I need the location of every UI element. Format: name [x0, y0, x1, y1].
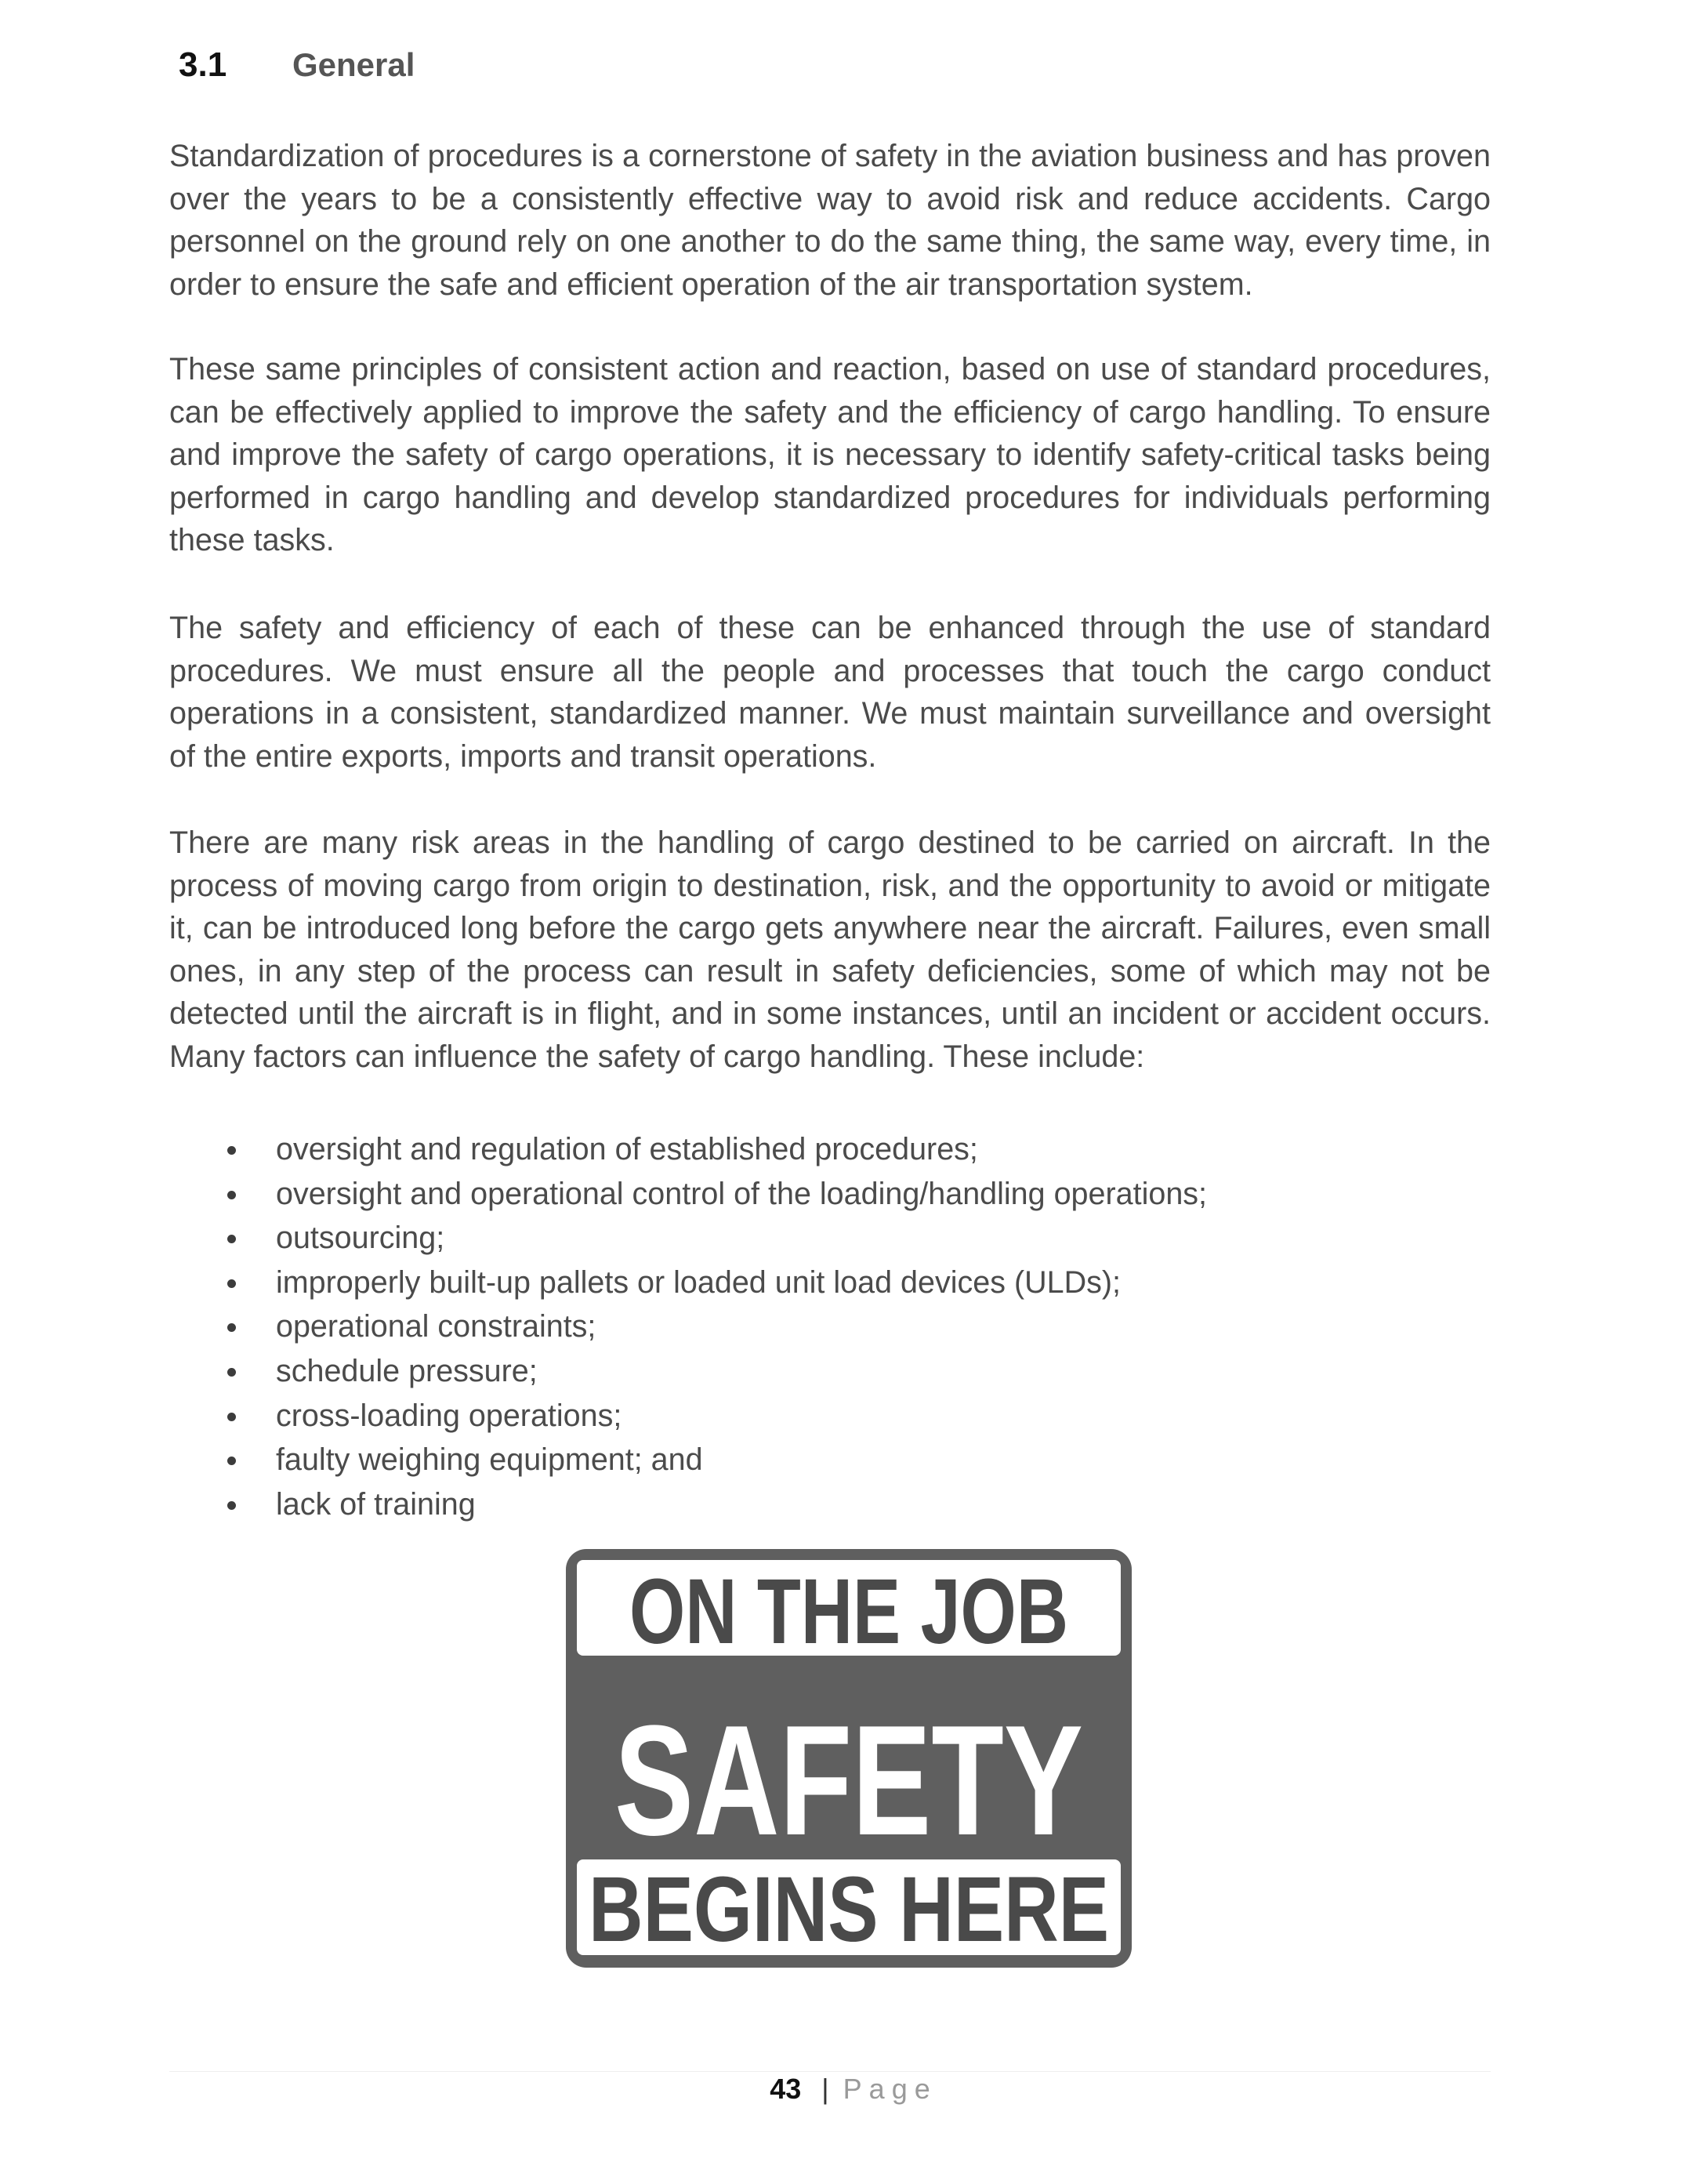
list-item-text: improperly built-up pallets or loaded unit load devices (ULDs); — [276, 1264, 1121, 1300]
list-item-text: lack of training — [276, 1486, 476, 1522]
list-item — [169, 1304, 1207, 1349]
page-footer — [0, 2070, 1707, 2109]
list-item — [169, 1349, 1207, 1394]
list-item-text: oversight and regulation of established procedures; — [276, 1132, 978, 1166]
list-item — [169, 1438, 1207, 1482]
list-item-text: oversight and operational control of the loading/handling operations; — [276, 1176, 1208, 1211]
list-item-text: faulty weighing equipment; and — [276, 1442, 703, 1478]
bullet-icon — [227, 1457, 236, 1465]
safety-sign — [564, 1547, 1133, 1969]
bullet-icon — [227, 1279, 236, 1288]
page-label: Page — [843, 2073, 937, 2105]
bullet-icon — [227, 1191, 236, 1199]
bullet-icon — [227, 1323, 236, 1332]
bullet-icon — [227, 1146, 236, 1155]
footer-separator: | — [821, 2073, 829, 2105]
bullet-icon — [227, 1413, 236, 1421]
bullet-icon — [227, 1368, 236, 1377]
list-item — [169, 1216, 1207, 1261]
sign-line-begins-here: BEGINS HERE — [589, 1858, 1109, 1961]
paragraph-risk-areas: There are many risk areas in the handling of cargo destined to be carried on aircraft. In the process of moving cargo from origin to destination, risk, and the opportunity to avoid or mitigate it, can be introduced long before the cargo gets anywhere near the aircraft. Failures, even small ones, in any step of the process can result in safety deficiencies, some of which may not be detected until the aircraft is in flight, and in some instances, until an incident or accident occurs. Many factors can influence the safety of cargo handling. These include: — [169, 825, 1491, 1074]
list-item-text: cross-loading operations; — [276, 1398, 622, 1433]
bullet-icon — [227, 1501, 236, 1510]
page-number: 43 — [770, 2073, 802, 2105]
list-item-text: operational constraints; — [276, 1309, 596, 1344]
paragraph-standardization: Standardization of procedures is a cornerstone of safety in the aviation business and has proven over the years to be a consistently effective way to avoid risk and reduce accidents. Cargo personnel on the ground rely on one another to do the same thing, the same way, every time, in order to ensure the safe and efficient operation of the air transportation system. — [169, 139, 1491, 302]
list-item-text: outsourcing; — [276, 1221, 445, 1256]
list-item — [169, 1394, 1207, 1438]
sign-line-safety: SAFETY — [614, 1693, 1083, 1868]
sign-line-on-the-job: ON THE JOB — [629, 1560, 1068, 1663]
list-item — [169, 1482, 1207, 1527]
bullet-icon — [227, 1235, 236, 1243]
section-number: 3.1 — [179, 45, 227, 84]
list-item — [169, 1127, 1207, 1172]
paragraph-efficiency: The safety and efficiency of each of these can be enhanced through the use of standard procedures. We must ensure all the people and processes that touch the cargo conduct operations in a consistent, standardized manner. We must maintain surveillance and oversight of the entire exports, imports and transit operations. — [169, 611, 1491, 774]
paragraph-principles: These same principles of consistent action and reaction, based on use of standard procedures, can be effectively applied to improve the safety and the efficiency of cargo handling. To ensure and improve the safety of cargo operations, it is necessary to identify safety-critical tasks being performed in cargo handling and develop standardized procedures for individuals performing these tasks. — [169, 352, 1491, 557]
section-title: General — [292, 46, 415, 83]
risk-factor-list — [169, 1127, 1207, 1526]
list-item — [169, 1172, 1207, 1217]
list-item-text: schedule pressure; — [276, 1353, 538, 1388]
section-heading — [179, 45, 415, 85]
list-item — [169, 1261, 1207, 1305]
